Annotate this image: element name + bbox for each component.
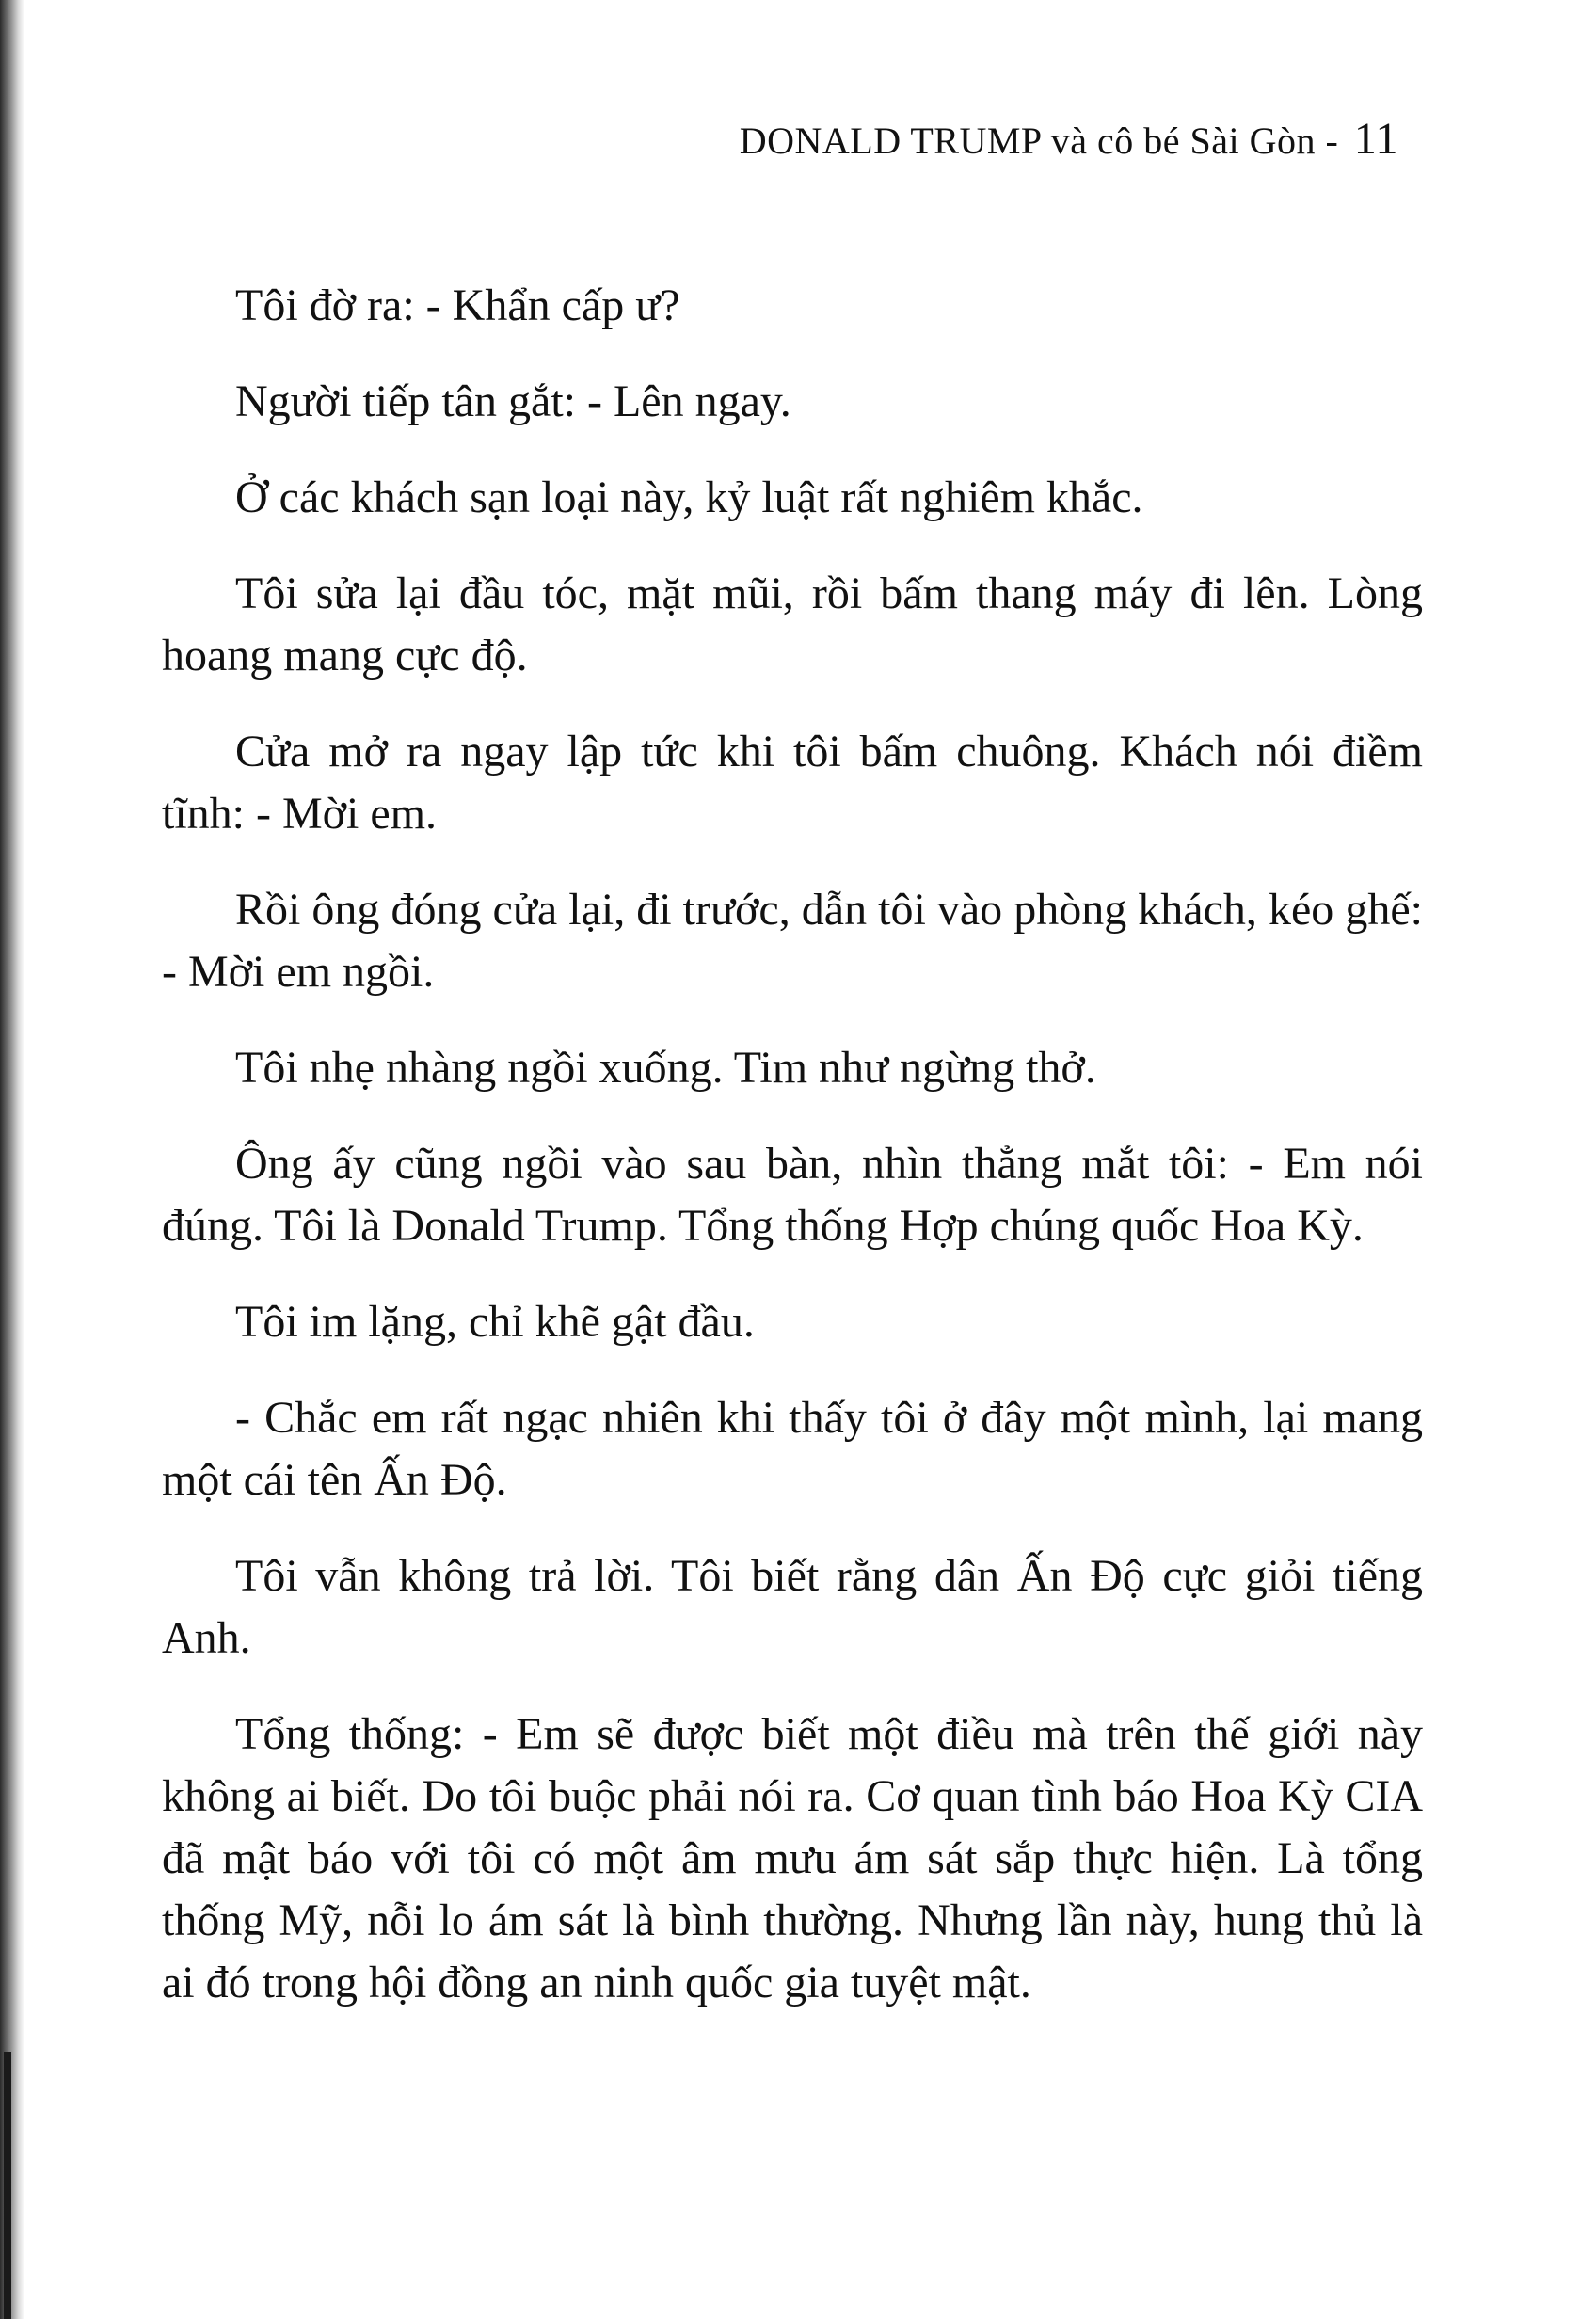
running-header [740,113,1398,165]
paragraph-2: Người tiếp tân gắt: - Lên ngay. [235,376,791,426]
paragraph-7: Tôi nhẹ nhàng ngồi xuống. Tim như ngừng thở. [235,1043,1096,1093]
paragraph-6: Rồi ông đóng cửa lại, đi trước, dẫn tôi vào phòng khách, kéo ghế: - Mời em ngồi. [162,885,1423,997]
paragraph-9: Tôi im lặng, chỉ khẽ gật đầu. [235,1297,755,1347]
paragraph-12: Tổng thống: - Em sẽ được biết một điều mà trên thế giới này không ai biết. Do tôi buộc phải nói ra. Cơ quan tình báo Hoa Kỳ CIA đã mật báo với tôi có một âm mưu ám sát sắp thực hiện. Là tổng thống Mỹ, nỗi lo ám sát là bình thường. Nhưng lần này, hung thủ là ai đó trong hội đồng an ninh quốc gia tuyệt mật. [162,1709,1423,2007]
paragraph-8: Ông ấy cũng ngồi vào sau bàn, nhìn thẳng mắt tôi: - Em nói đúng. Tôi là Donald Trump. Tổng thống Hợp chúng quốc Hoa Kỳ. [162,1139,1423,1251]
paragraph-10: - Chắc em rất ngạc nhiên khi thấy tôi ở đây một mình, lại mang một cái tên Ấn Độ. [162,1393,1423,1505]
book-spine-edge [4,2052,11,2319]
paragraph-3: Ở các khách sạn loại này, kỷ luật rất nghiêm khắc. [235,472,1143,522]
paragraph-1: Tôi đờ ra: - Khẩn cấp ư? [235,280,680,330]
paragraph-11: Tôi vẫn không trả lời. Tôi biết rằng dân Ấn Độ cực giỏi tiếng Anh. [162,1551,1423,1663]
page-number: 11 [1353,114,1398,164]
book-spine-shadow [0,0,24,2319]
paragraph-5: Cửa mở ra ngay lập tức khi tôi bấm chuông. Khách nói điềm tĩnh: - Mời em. [162,727,1423,839]
paragraph-4: Tôi sửa lại đầu tóc, mặt mũi, rồi bấm thang máy đi lên. Lòng hoang mang cực độ. [162,568,1423,680]
running-title: DONALD TRUMP và cô bé Sài Gòn - [739,120,1339,162]
body-text [162,275,1423,2048]
